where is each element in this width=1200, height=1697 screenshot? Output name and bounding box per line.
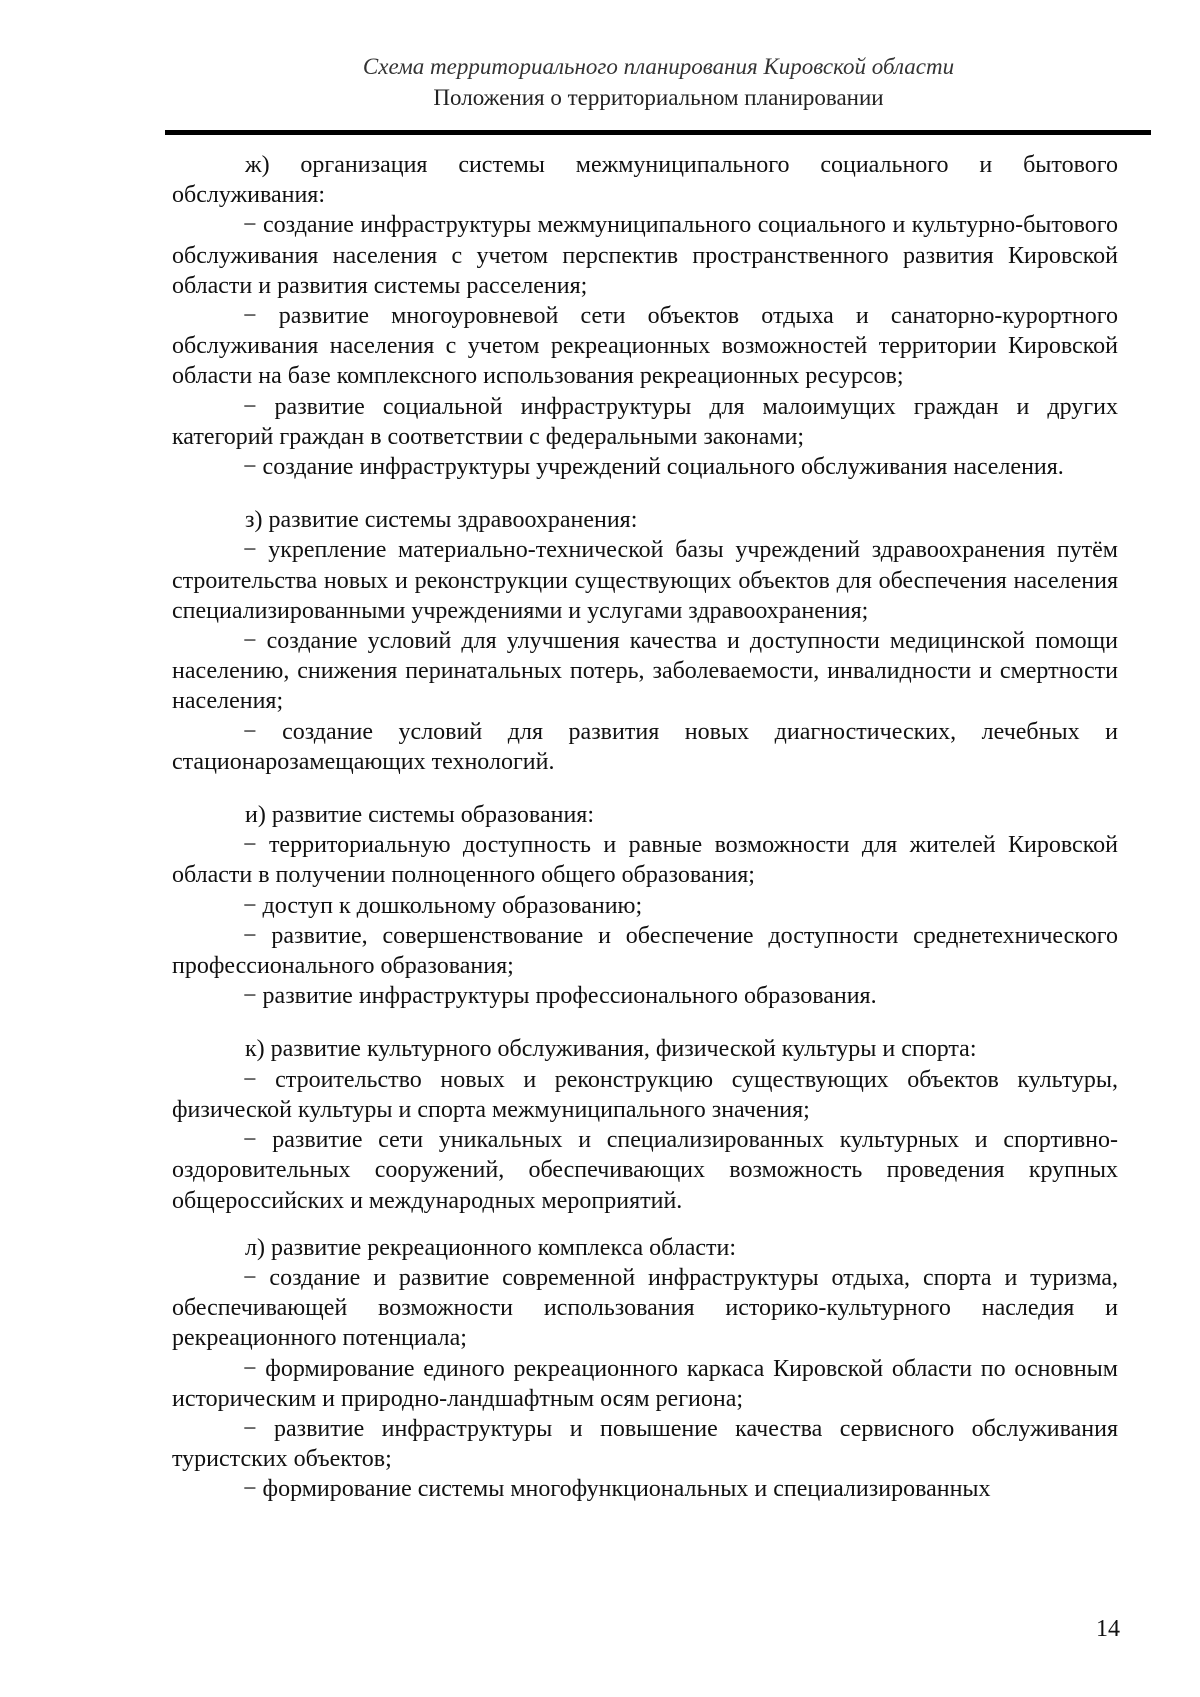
list-item: − формирование единого рекреационного каркаса Кировской области по основным историческим и природно-ландшафтным осям региона;	[172, 1355, 1118, 1412]
list-item: − создание и развитие современной инфраструктуры отдыха, спорта и туризма, обеспечивающей возможности использования историко-культурного наследия и рекреационного потенциала;	[172, 1264, 1118, 1352]
section-heading: з) развитие системы здравоохранения:	[245, 507, 638, 534]
list-item: − развитие, совершенствование и обеспечение доступности среднетехнического профессионального образования;	[172, 922, 1118, 980]
document-subtitle: Положения о территориальном планировании	[433, 85, 884, 110]
list-item: − доступ к дошкольному образованию;	[243, 892, 643, 919]
list-item: − развитие инфраструктуры и повышение качества сервисного обслуживания туристских объектов;	[172, 1415, 1118, 1473]
list-item: − территориальную доступность и равные возможности для жителей Кировской области в получении полноценного общего образования;	[172, 832, 1118, 889]
list-item: − формирование системы многофункциональных и специализированных	[243, 1476, 991, 1503]
section-heading: к) развитие культурного обслуживания, физической культуры и спорта:	[245, 1036, 977, 1063]
list-item: − создание инфраструктуры межмуниципального социального и культурно-бытового обслуживания населения с учетом перспектив пространственного развития Кировской области и развития системы расселения;	[172, 212, 1118, 299]
list-item: − создание условий для развития новых диагностических, лечебных и стационарозамещающих технологий.	[172, 718, 1118, 775]
list-item: − создание условий для улучшения качества и доступности медицинской помощи населению, снижения перинатальных потерь, заболеваемости, инвалидности и смертности населения;	[172, 628, 1118, 715]
list-item: − укрепление материально-технической базы учреждений здравоохранения путём строительства новых и реконструкции существующих объектов для обеспечения населения специализированными учреждениями и услугами здравоохранения;	[172, 537, 1118, 624]
header-rule	[165, 130, 1151, 135]
section-zh	[172, 150, 1118, 482]
page-number: 14	[1096, 1616, 1120, 1642]
list-item: − развитие инфраструктуры профессионального образования.	[243, 983, 877, 1010]
section-l	[172, 1233, 1118, 1505]
section-k	[172, 1034, 1118, 1215]
section-heading: л) развитие рекреационного комплекса области:	[245, 1234, 736, 1261]
document-title: Схема территориального планирования Кировской области	[362, 54, 955, 79]
list-item: − создание инфраструктуры учреждений социального обслуживания населения.	[243, 454, 1064, 481]
section-heading: и) развитие системы образования:	[245, 802, 594, 829]
section-z	[172, 505, 1118, 777]
list-item: − развитие сети уникальных и специализированных культурных и спортивно-оздоровительных сооружений, обеспечивающих возможность проведения крупных общероссийских и международных мероприятий.	[172, 1127, 1118, 1214]
section-i	[172, 800, 1118, 1011]
document-body	[172, 150, 1118, 1505]
list-item: − развитие многоуровневой сети объектов отдыха и санаторно-курортного обслуживания населения с учетом рекреационных возможностей территории Кировской области на базе комплексного использования рекреационных ресурсов;	[172, 303, 1118, 390]
list-item: − строительство новых и реконструкцию существующих объектов культуры, физической культуры и спорта межмуниципального значения;	[172, 1066, 1118, 1123]
section-heading: ж) организация системы межмуниципального социального и бытового обслуживания:	[172, 152, 1118, 209]
list-item: − развитие социальной инфраструктуры для малоимущих граждан и других категорий граждан в соответствии с федеральными законами;	[172, 393, 1118, 450]
page-header	[165, 52, 1152, 114]
